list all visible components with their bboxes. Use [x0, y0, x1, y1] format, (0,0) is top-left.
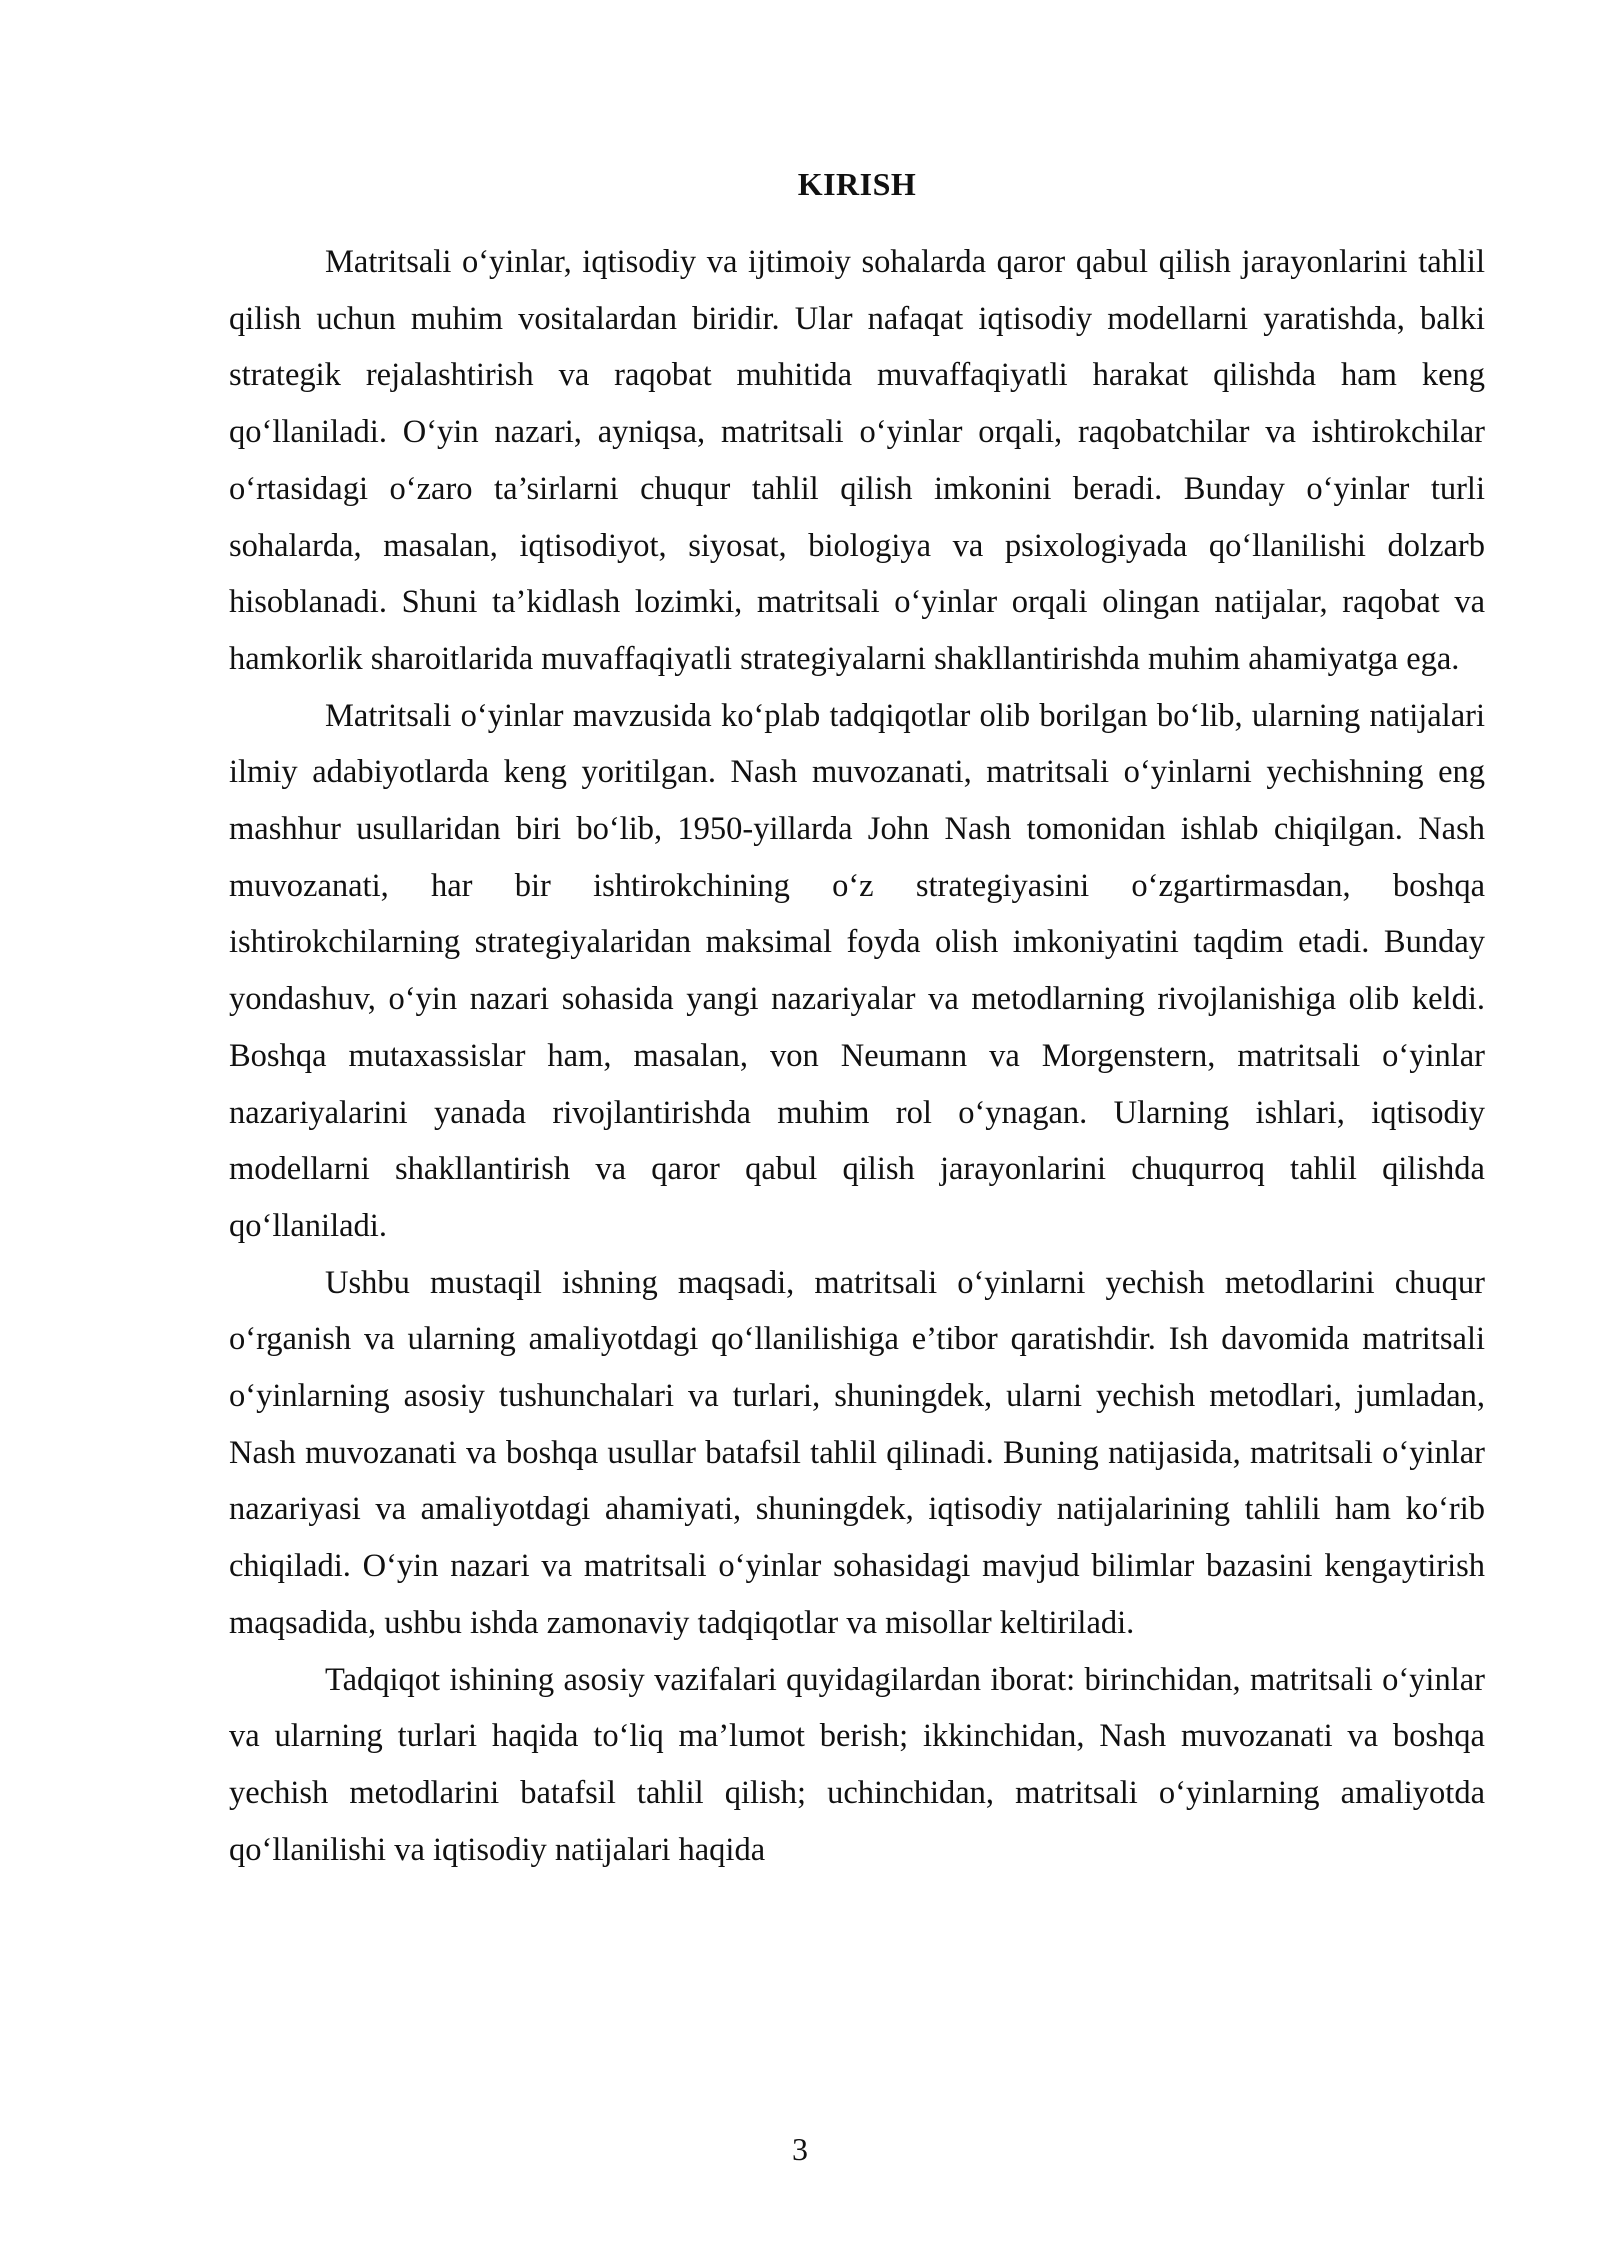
paragraph-4: Tadqiqot ishining asosiy vazifalari quyidagilardan iborat: birinchidan, matritsali o‘yinlar va ularning turlari haqida to‘liq ma’lumot berish; ikkinchidan, Nash muvozanati va boshqa yechish metodlarini batafsil tahlil qilish; uchinchidan, matritsali o‘yinlarning amaliyotda qo‘llanilishi va iqtisodiy natijalari haqida [229, 1661, 1485, 1868]
paragraph-3: Ushbu mustaqil ishning maqsadi, matritsali o‘yinlarni yechish metodlarini chuqur o‘rganish va ularning amaliyotdagi qo‘llanilishiga e’tibor qaratishdir. Ish davomida matritsali o‘yinlarning asosiy tushunchalari va turlari, shuningdek, ularni yechish metodlari, jumladan, Nash muvozanati va boshqa usullar batafsil tahlil qilinadi. Buning natijasida, matritsali o‘yinlar nazariyasi va amaliyotdagi ahamiyati, shuningdek, iqtisodiy natijalarining tahlili ham ko‘rib chiqiladi. O‘yin nazari va matritsali o‘yinlar sohasidagi mavjud bilimlar bazasini kengaytirish maqsadida, ushbu ishda zamonaviy tadqiqotlar va misollar keltiriladi. [229, 1264, 1485, 1641]
paragraph-1: Matritsali o‘yinlar, iqtisodiy va ijtimoiy sohalarda qaror qabul qilish jarayonlarini tahlil qilish uchun muhim vositalardan biridir. Ular nafaqat iqtisodiy modellarni yaratishda, balki strategik rejalashtirish va raqobat muhitida muvaffaqiyatli harakat qilishda ham keng qo‘llaniladi. O‘yin nazari, ayniqsa, matritsali o‘yinlar orqali, raqobatchilar va ishtirokchilar o‘rtasidagi o‘zaro ta’sirlarni chuqur tahlil qilish imkonini beradi. Bunday o‘yinlar turli sohalarda, masalan, iqtisodiyot, siyosat, biologiya va psixologiyada qo‘llanilishi dolzarb hisoblanadi. Shuni ta’kidlash lozimki, matritsali o‘yinlar orqali olingan natijalar, raqobat va hamkorlik sharoitlarida muvaffaqiyatli strategiyalarni shakllantirishda muhim ahamiyatga ega. [229, 244, 1485, 677]
page-content [229, 150, 1485, 1878]
paragraph-2: Matritsali o‘yinlar mavzusida ko‘plab tadqiqotlar olib borilgan bo‘lib, ularning natijalari ilmiy adabiyotlarda keng yoritilgan. Nash muvozanati, matritsali o‘yinlarni yechishning eng mashhur usullaridan biri bo‘lib, 1950-yillarda John Nash tomonidan ishlab chiqilgan. Nash muvozanati, har bir ishtirokchining o‘z strategiyasini o‘zgartirmasdan, boshqa ishtirokchilarning strategiyalaridan maksimal foyda olish imkoniyatini taqdim etadi. Bunday yondashuv, o‘yin nazari sohasida yangi nazariyalar va metodlarning rivojlanishiga olib keldi. Boshqa mutaxassislar ham, masalan, von Neumann va Morgenstern, matritsali o‘yinlar nazariyalarini yanada rivojlantirishda muhim rol o‘ynagan. Ularning ishlari, iqtisodiy modellarni shakllantirish va qaror qabul qilish jarayonlarini chuqurroq tahlil qilishda qo‘llaniladi. [229, 697, 1485, 1244]
section-title: KIRISH [797, 166, 917, 202]
page-number: 3 [792, 2131, 808, 2167]
